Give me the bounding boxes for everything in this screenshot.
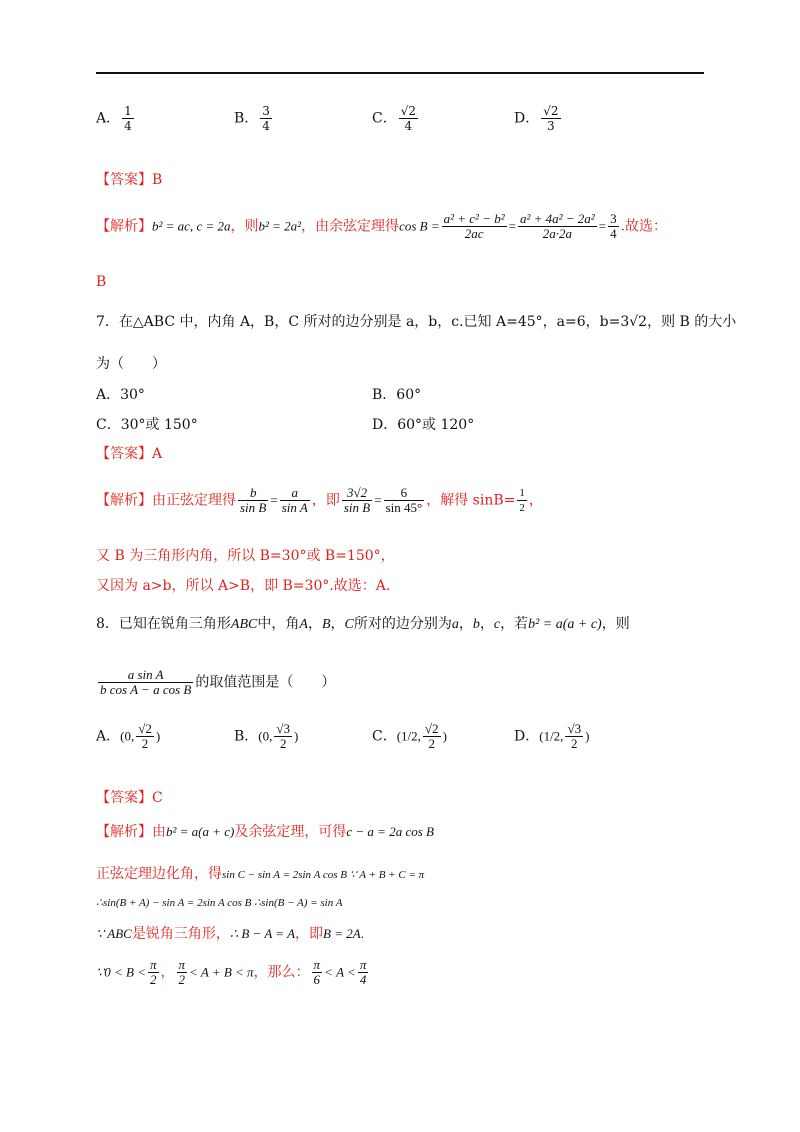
q7-analysis: 【解析】由正弦定理得 $\frac{b}{\text{sin B}}$ = $\frac{a}{\text{sin A}}$ ，即 $\frac{3√2}{\text{sin B}}$ = $\frac{6}{\sin 45^\circ}$ ，解得 sinB= $\frac{1}{2}$ ， — [96, 485, 543, 515]
q6-option-b: B． $\frac{3}{4}$ — [234, 104, 270, 133]
q8-option-b: B．(0, $\frac{√3}{2}$ ) — [234, 721, 299, 751]
q7-answer: 【答案】A — [96, 446, 163, 462]
q6-analysis: 【解析】b² = ac, c = 2a，则b² = 2a²，由余弦定理得cos B = $\frac{\text{a² + c² − b²}}{2ac}$ = $\frac{\text{a² + 4a² − 2a²}}{2a\cdot 2a}$ = $\frac{3}{4}$ .故选： — [96, 211, 668, 241]
q6-answer: 【答案】B — [96, 172, 163, 188]
q7-stem-line1: 7．在△ABC 中，内角 A，B，C 所对的边分别是 a，b，c.已知 A=45°，a=6，b=3√2，则 B 的大小 — [96, 314, 737, 330]
q7-stem-line2: 为（ ） — [96, 356, 166, 372]
q6-option-a: A． $\frac{1}{4}$ — [96, 104, 132, 133]
q6-option-d: D． $\frac{√2}{3}$ — [514, 104, 559, 133]
q8-expression: $\frac{\text{a sin A}}{\text{b cos A − a cos B}}$ 的取值范围是（ ） — [100, 667, 336, 697]
q8-option-a: A．(0, $\frac{√2}{2}$ ) — [96, 721, 161, 751]
q8-analysis-line3: ∴sin(B + A) − sin A = 2sin A cos B ∴sin(B − A) = sin A — [96, 897, 343, 909]
q7-analysis-line2: 又 B 为三角形内角，所以 B=30°或 B=150°， — [96, 548, 395, 564]
q8-option-c: C．(1/2, $\frac{√2}{2}$ ) — [372, 721, 447, 751]
q6-answer-tail: B — [96, 274, 107, 290]
q8-option-d: D．(1/2, $\frac{√3}{2}$ ) — [514, 721, 590, 751]
q8-stem: 8．已知在锐角三角形ABC中，角A，B，C所对的边分别为a，b，c，若b² = a(a + c)，则 — [96, 616, 630, 632]
q7-option-c: C．30°或 150° — [96, 417, 198, 433]
q7-option-a: A．30° — [96, 387, 145, 403]
header-rule — [96, 72, 704, 74]
q8-analysis-line4: ∵ ABC是锐角三角形，∴ B − A = A，即B = 2A. — [96, 926, 364, 942]
q7-option-b: B．60° — [372, 387, 422, 403]
q8-analysis-line1: 【解析】由b² = a(a + c)及余弦定理，可得c − a = 2a cos B — [96, 824, 434, 840]
q6-option-c: C． $\frac{√2}{4}$ — [372, 104, 416, 133]
q7-option-d: D．60°或 120° — [372, 417, 475, 433]
q7-analysis-line3: 又因为 a>b，所以 A>B，即 B=30°.故选：A. — [96, 578, 391, 594]
q8-answer: 【答案】C — [96, 790, 163, 806]
q8-analysis-line2: 正弦定理边化角，得sin C − sin A = 2sin A cos B ∵ A + B + C = π — [96, 866, 425, 882]
q8-analysis-line5: ∵0 < B < $\frac{\pi}{2}$ ， $\frac{\pi}{2}$ < A + B < π，那么： $\frac{\pi}{6}$ < A < $\frac{\pi}{4}$ — [96, 957, 367, 987]
